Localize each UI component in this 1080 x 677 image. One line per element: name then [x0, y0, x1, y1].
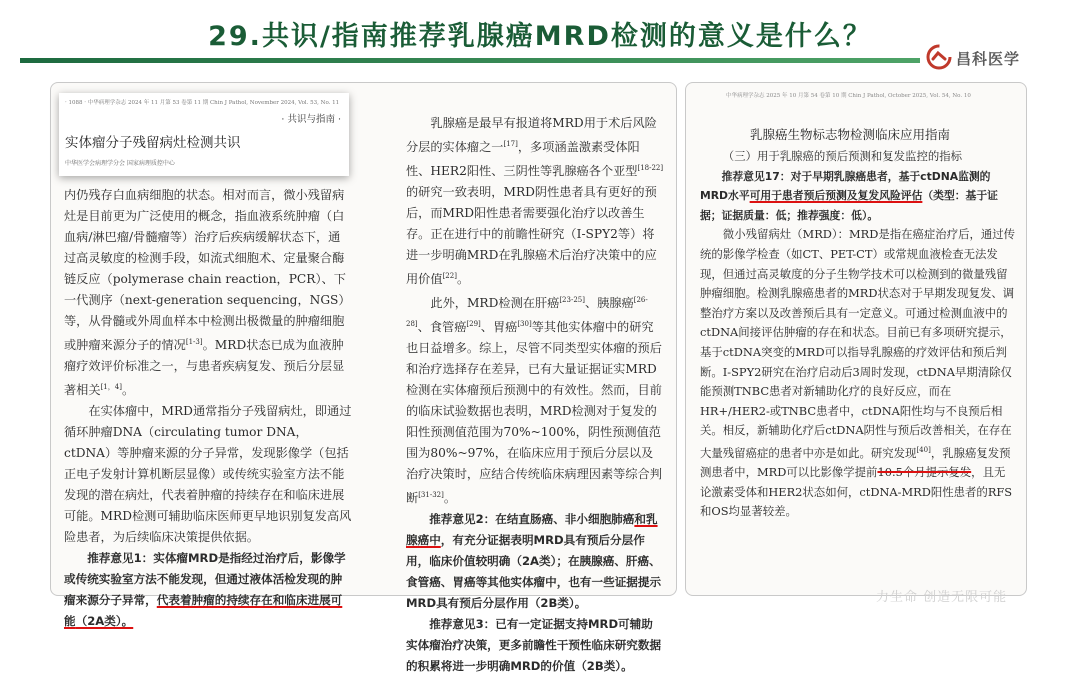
consensus-column-1	[64, 185, 352, 632]
highlight-underline: 可用于患者预后预测及复发风险评估	[749, 189, 923, 203]
consensus-document-image	[50, 82, 677, 674]
logo-text: 昌科医学	[956, 50, 1021, 68]
slogan-watermark: 力生命 创造无限可能	[876, 590, 1008, 605]
brand-logo	[922, 42, 1072, 76]
highlight-underline: 代表着肿瘤的持续存在和临床进展可能	[64, 593, 343, 629]
consensus-column-2	[406, 113, 664, 677]
journal-header: · 1088 · 中华病理学杂志 2024 年 11 月第 53 卷第 11 期 Chin J Pathol, November 2024, Vol. 53, No. 11	[65, 100, 340, 106]
paragraph: 此外，MRD检测在肝癌[23-25]、胰腺癌[26-28]、食管癌[29]、胃癌[30]等其他实体瘤中的研究也日益增多。综上，尽管不同类型实体瘤的预后和治疗选择存在差异，已有大量证据证实MRD检测在实体瘤预后预测中的有效性。然而，目前的临床试验数据也表明，MRD检测对于复发的阳性预测值范围为70%~100%，阴性预测值范围为80%~97%，在临床应用于预后分层以及治疗决策时，应结合传统临床病理因素等综合判断[31-32]。	[406, 296, 662, 506]
author-org: 中华医学会病理学分会 国家病理质控中心	[65, 160, 175, 167]
paragraph: 在实体瘤中，MRD通常指分子残留病灶，即通过循环肿瘤DNA（circulating tumor DNA，ctDNA）等肿瘤来源的分子异常，发现影像学（包括正电子发射计算机断层显像）或传统实验室方法不能发现的潜在病灶，代表着肿瘤的持续存在和临床进展可能。MRD检测可辅助临床医师更早地识别复发高风险患者，为后续临床决策提供依据。	[64, 404, 352, 545]
guideline-column	[700, 147, 1016, 522]
logo-mark-icon	[926, 44, 952, 70]
page-title: 29.共识/指南推荐乳腺癌MRD检测的意义是什么？	[208, 21, 872, 52]
section-label: · 共识与指南 ·	[281, 114, 341, 125]
document-header-inset	[59, 93, 349, 176]
journal-header: 中华病理学杂志 2025 年 10 月第 54 卷第 10 期 Chin J Pathol, October 2025, Vol. 54, No. 10	[726, 93, 971, 99]
highlight-underline: 和乳腺癌中	[406, 512, 658, 548]
document-title: 实体瘤分子残留病灶检测共识	[65, 135, 241, 151]
paragraph: 内仍残存白血病细胞的状态。相对而言，微小残留病灶是目前更为广泛使用的概念，指血液系统肿瘤（白血病/淋巴瘤/骨髓瘤等）治疗后疾病缓解状态下，通过高灵敏度的检测手段，如流式细胞术、定量聚合酶链反应（polymerase chain reaction，PCR）、下一代测序（next-generation sequencing，NGS）等，从骨髓或外周血样本中检测出极微量的肿瘤细胞或肿瘤来源分子的情况[1-3]。MRD状态已成为血液肿瘤疗效评价标准之一，与患者疾病复发、预后分层显著相关[1，4]。	[64, 188, 351, 398]
strikethrough-highlight: 10.5个月提示复发	[877, 465, 972, 480]
title-underline	[20, 58, 920, 63]
guideline-document-image	[685, 82, 1027, 596]
paragraph: 微小残留病灶（MRD）：MRD是指在癌症治疗后，通过传统的影像学检查（如CT、PET-CT）或常规血液检查无法发现，但通过高灵敏度的分子生物学技术可以检测到的微量残留肿瘤细胞。检测乳腺癌患者的MRD状态对于早期发现复发、调整治疗方案以及改善预后具有一定意义。可通过检测血液中的ctDNA间接评估肿瘤的存在和状态。目前已有多项研究提示，基于ctDNA突变的MRD可以指导乳腺癌的疗效评估和预后判断。I-SPY2研究在治疗启动后3周时发现，ctDNA早期清除仅能预测TNBC患者对新辅助化疗的良好反应，而在HR+/HER2-或TNBC患者中，ctDNA阳性均与不良预后相关。相反，新辅助化疗后ctDNA阴性与预后改善相关，在存在大量残留癌症的患者中亦是如此。研究发现[40]，乳腺癌复发预测患者中，MRD可以比影像学提前10.5个月提示复发，且无论激素受体和HER2状态如何，ctDNA-MRD阳性患者的RFS和OS均显著较差。	[700, 227, 1016, 519]
document-title: 乳腺癌生物标志物检测临床应用指南	[750, 127, 951, 142]
recommendation-2: 推荐意见2：在结直肠癌、非小细胞肺癌和乳腺癌中，有充分证据表明MRD具有预后分层作用，临床价值较明确（2A类）；在胰腺癌、肝癌、食管癌、胃癌等其他实体瘤中，也有一些证据提示MRD具有预后分层作用（2B类）。	[406, 512, 662, 611]
section-heading: （三）用于乳腺癌的预后预测和复发监控的指标	[722, 149, 963, 163]
recommendation-3: 推荐意见3：已有一定证据支持MRD可辅助实体瘤治疗决策，更多前瞻性干预性临床研究数据的积累将进一步明确MRD的价值（2B类）。	[406, 617, 662, 674]
recommendation-1: 推荐意见1：实体瘤MRD是指经过治疗后，影像学或传统实验室方法不能发现，但通过液体活检发现的肿瘤来源分子异常，代表着肿瘤的持续存在和临床进展可能（2A类）。	[64, 551, 346, 629]
recommendation-17: 推荐意见17：对于早期乳腺癌患者，基于ctDNA监测的MRD水平可用于患者预后预测及复发风险评估（类型：基于证据；证据质量：低；推荐强度：低）。	[700, 169, 998, 222]
paragraph: 乳腺癌是最早有报道将MRD用于术后风险分层的实体瘤之一[17]，多项涵盖激素受体阳性、HER2阳性、三阴性等乳腺癌各个亚型[18-22]的研究一致表明，MRD阴性患者具有更好的预后，而MRD阳性患者需要强化治疗以改善生存。正在进行中的前瞻性研究（I-SPY2等）将进一步明确MRD在乳腺癌术后治疗决策中的应用价值[22]。	[406, 116, 664, 287]
